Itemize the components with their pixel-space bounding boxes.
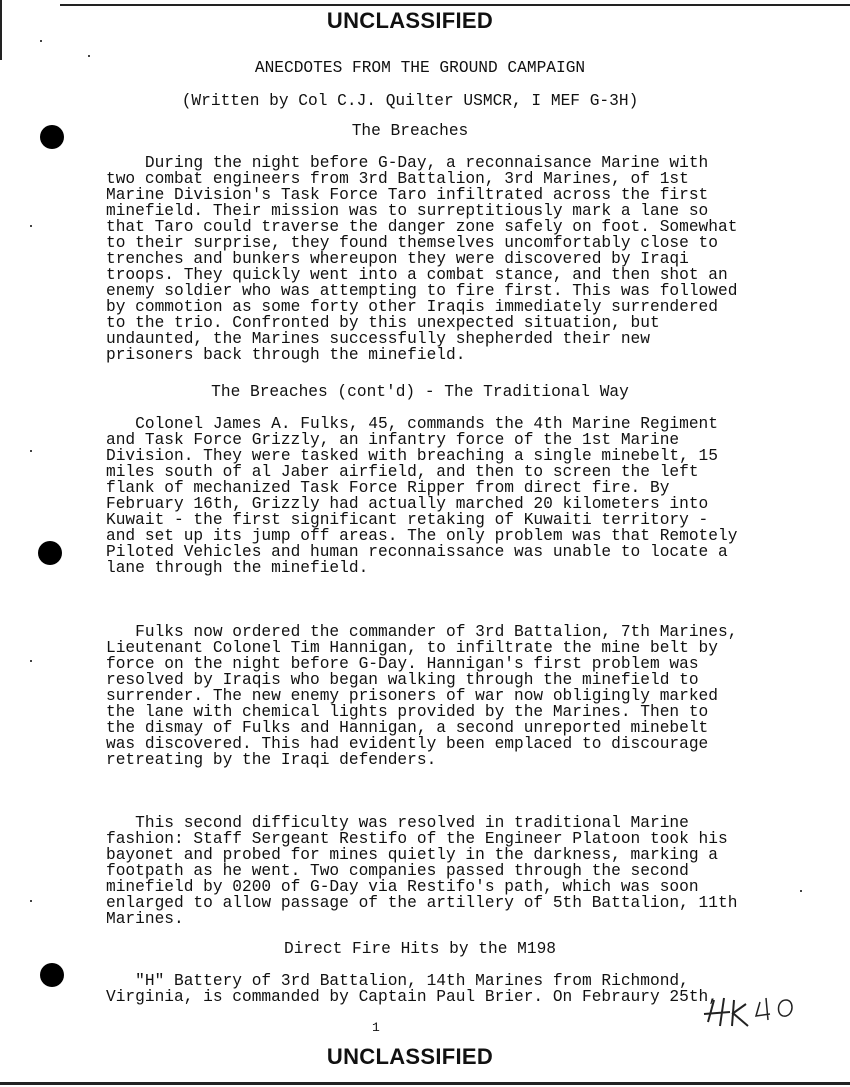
text-line: Kuwait - the first significant retaking of Kuwaiti territory - — [106, 511, 709, 529]
scan-speck — [30, 900, 32, 902]
scan-speck — [30, 450, 32, 452]
text-line: enlarged to allow passage of the artillery of 5th Battalion, 11th — [106, 894, 738, 912]
text-line: resolved by Iraqis who began walking through the minefield to — [106, 671, 699, 689]
paragraph — [106, 624, 737, 768]
text-line: miles south of al Jaber airfield, and then to screen the left — [106, 463, 699, 481]
text-line: Marines. — [106, 910, 184, 928]
text-line: enemy soldier who was attempting to fire first. This was followed — [106, 282, 738, 300]
text-line: troops. They quickly went into a combat stance, and then shot an — [106, 266, 728, 284]
text-line: two combat engineers from 3rd Battalion, 3rd Marines, of 1st — [106, 170, 689, 188]
paragraph — [106, 815, 737, 927]
scan-speck — [30, 660, 32, 662]
text-line: to their surprise, they found themselves uncomfortably close to — [106, 234, 718, 252]
paragraph — [106, 155, 737, 363]
text-line: This second difficulty was resolved in traditional Marine — [106, 814, 689, 832]
section-heading: Direct Fire Hits by the M198 — [284, 940, 556, 958]
text-line: retreating by the Iraqi defenders. — [106, 751, 437, 769]
section-heading: The Breaches (cont'd) - The Traditional Way — [211, 383, 629, 401]
punch-hole — [38, 541, 62, 565]
bottom-rule — [0, 1082, 850, 1085]
punch-hole — [40, 125, 64, 149]
text-line: by commotion as some forty other Iraqis immediately surrendered — [106, 298, 718, 316]
scan-speck — [40, 40, 42, 42]
document-byline: (Written by Col C.J. Quilter USMCR, I MEF G-3H) — [181, 92, 639, 110]
text-line: flank of mechanized Task Force Ripper from direct fire. By — [106, 479, 670, 497]
text-line: Division. They were tasked with breaching a single minebelt, 15 — [106, 447, 718, 465]
text-line: Marine Division's Task Force Taro infiltrated across the first — [106, 186, 709, 204]
document-title: ANECDOTES FROM THE GROUND CAMPAIGN — [254, 59, 586, 77]
section-heading: The Breaches — [351, 122, 469, 140]
text-line: the dismay of Fulks and Hannigan, a second unreported minebelt — [106, 719, 709, 737]
handwritten-mark-drawing — [700, 992, 830, 1032]
text-line: the lane with chemical lights provided by the Marines. Then to — [106, 703, 709, 721]
text-line: February 16th, Grizzly had actually marched 20 kilometers into — [106, 495, 709, 513]
text-line: undaunted, the Marines successfully shepherded their new — [106, 330, 650, 348]
text-line: minefield. Their mission was to surreptitiously mark a lane so — [106, 202, 709, 220]
text-line: During the night before G-Day, a reconnaisance Marine with — [106, 154, 709, 172]
text-line: bayonet and probed for mines quietly in the darkness, marking a — [106, 846, 718, 864]
text-line: footpath as he went. Two companies passed through the second — [106, 862, 689, 880]
text-line: Piloted Vehicles and human reconnaissance was unable to locate a — [106, 543, 728, 561]
text-line: was discovered. This had evidently been emplaced to discourage — [106, 735, 709, 753]
text-line: Colonel James A. Fulks, 45, commands the 4th Marine Regiment — [106, 415, 718, 433]
text-line: "H" Battery of 3rd Battalion, 14th Marines from Richmond, — [106, 972, 689, 990]
text-line: trenches and bunkers whereupon they were discovered by Iraqi — [106, 250, 689, 268]
page-number: 1 — [372, 1020, 380, 1035]
paragraph — [106, 973, 718, 1005]
text-line: Virginia, is commanded by Captain Paul Brier. On Febraury 25th, — [106, 988, 718, 1006]
footer-classification: UNCLASSIFIED — [326, 1044, 494, 1069]
text-line: minefield by 0200 of G-Day via Restifo's path, which was soon — [106, 878, 699, 896]
text-line: and Task Force Grizzly, an infantry force of the 1st Marine — [106, 431, 680, 449]
text-line: lane through the minefield. — [106, 559, 369, 577]
scan-speck — [88, 55, 90, 57]
text-line: force on the night before G-Day. Hannigan's first problem was — [106, 655, 699, 673]
header-classification: UNCLASSIFIED — [326, 8, 494, 33]
handwritten-mark — [700, 992, 830, 1040]
text-line: to the trio. Confronted by this unexpected situation, but — [106, 314, 660, 332]
scan-speck — [30, 225, 32, 227]
punch-hole — [40, 963, 64, 987]
text-line: surrender. The new enemy prisoners of war now obligingly marked — [106, 687, 718, 705]
text-line: prisoners back through the minefield. — [106, 346, 466, 364]
text-line: Lieutenant Colonel Tim Hannigan, to infiltrate the mine belt by — [106, 639, 718, 657]
paragraph — [106, 416, 737, 576]
top-rule — [60, 4, 850, 6]
text-line: and set up its jump off areas. The only problem was that Remotely — [106, 527, 738, 545]
text-line: fashion: Staff Sergeant Restifo of the Engineer Platoon took his — [106, 830, 728, 848]
scan-speck — [800, 890, 802, 892]
text-line: Fulks now ordered the commander of 3rd Battalion, 7th Marines, — [106, 623, 738, 641]
text-line: that Taro could traverse the danger zone safely on foot. Somewhat — [106, 218, 738, 236]
